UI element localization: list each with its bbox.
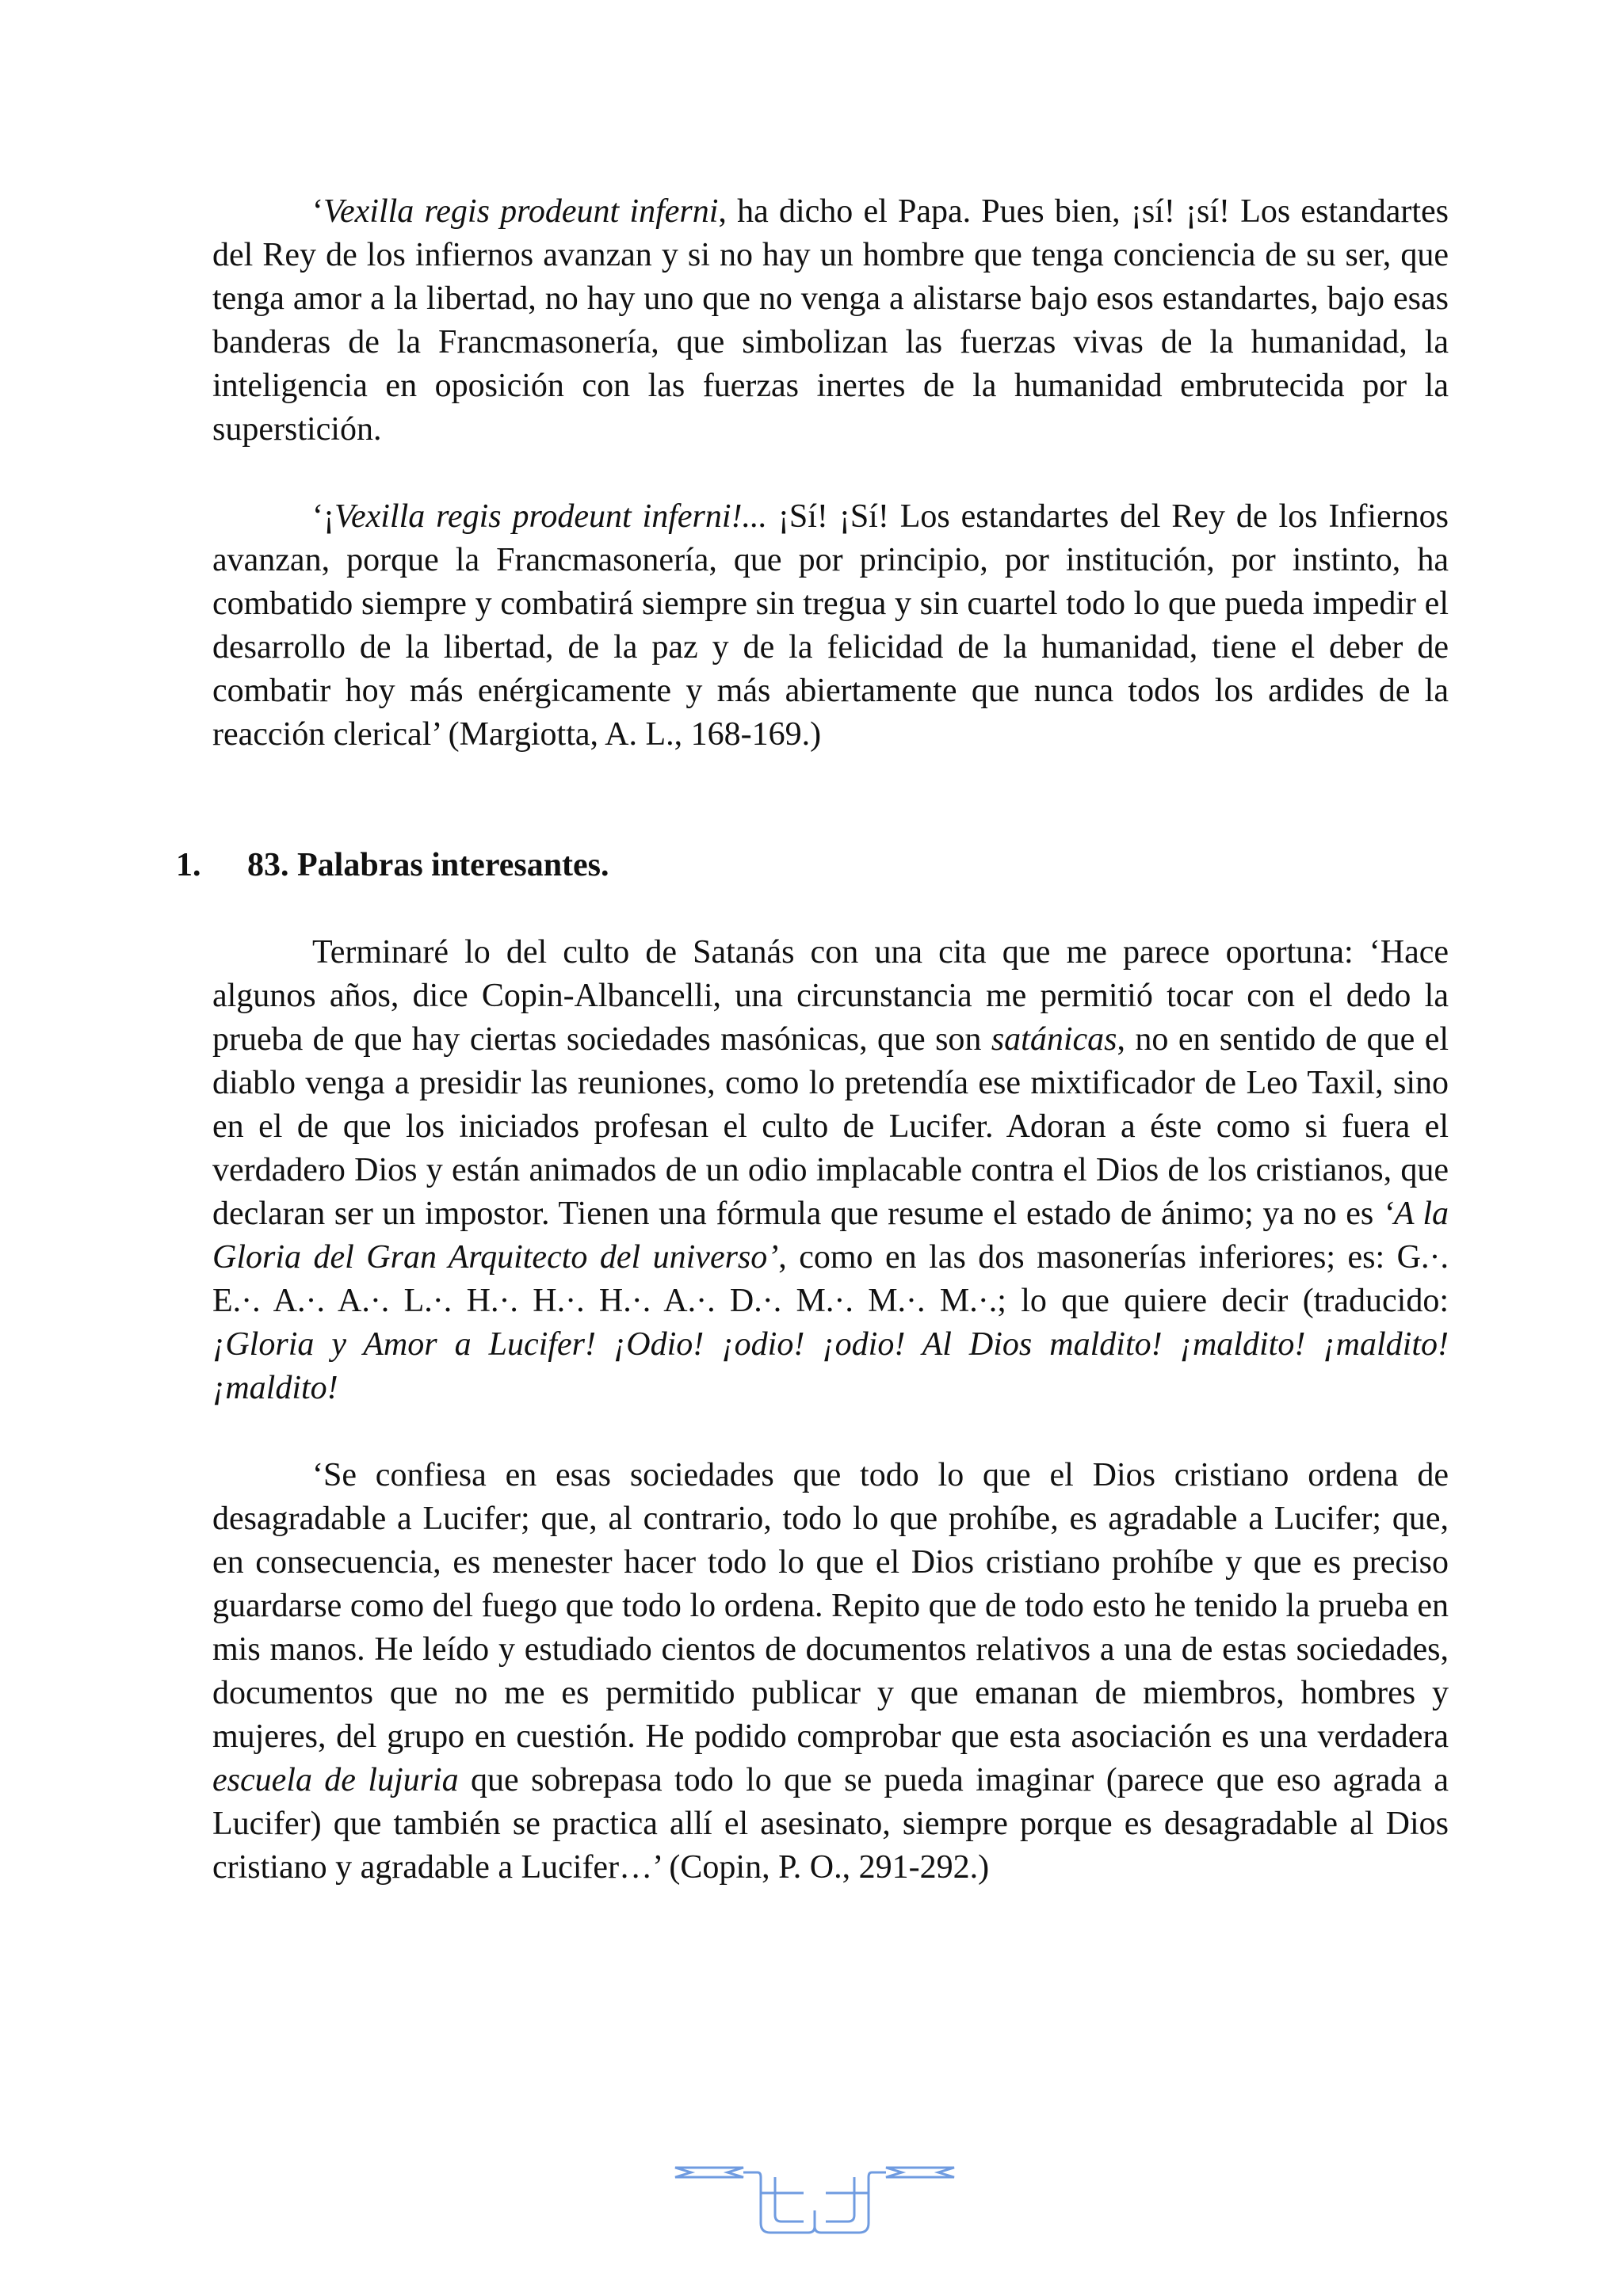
page-footer-ornament-icon: [672, 2161, 957, 2241]
italic-text: satánicas: [991, 1021, 1117, 1058]
text-run: , ha dicho el Papa. Pues bien, ¡sí! ¡sí! Los estandartes del Rey de los infiernos avanzan y si no hay un hombre que tenga conciencia de su ser, que tenga amor a la libertad, no hay uno que no venga a alistarse bajo esos estandartes, bajo esas banderas de la Francmasonería, que simbolizan las fuerzas vivas de la humanidad, la inteligencia en oposición con las fuerzas inertes de la humanidad embrutecida por la superstición.: [212, 193, 1449, 448]
section-number: 1.: [176, 847, 201, 883]
text-run: , no en sentido de que el diablo venga a presidir las reuniones, como lo pretendía ese mixtificador de Leo Taxil, sino en el de que los iniciados profesan el culto de Lucifer. Adoran a éste como si fuera el verdadero Dios y están animados de un odio implacable contra el Dios de los cristianos, que declaran ser un impostor. Tienen una fórmula que resume el estado de ánimo; ya no es: [212, 1021, 1449, 1232]
paragraph: [212, 495, 1449, 757]
text-run: ‘¡: [312, 498, 334, 535]
section-title: 83. Palabras interesantes.: [247, 847, 609, 883]
italic-text: ¡Gloria y Amor a Lucifer! ¡Odio! ¡odio! ¡odio! Al Dios maldito! ¡maldito! ¡maldito! ¡maldito!: [212, 1326, 1449, 1406]
text-run: ‘Se confiesa en esas sociedades que todo lo que el Dios cristiano ordena de desagradable a Lucifer; que, al contrario, todo lo que prohíbe, es agradable a Lucifer; que, en consecuencia, es menester hacer todo lo que el Dios cristiano prohíbe y que es preciso guardarse como del fuego que todo lo ordena. Repito que de todo esto he tenido la prueba en mis manos. He leído y estudiado cientos de documentos relativos a una de estas sociedades, documentos que no me es permitido publicar y que emanan de miembros, hombres y mujeres, del grupo en cuestión. He podido comprobar que esta asociación es una verdadera: [212, 1457, 1449, 1755]
italic-text: escuela de lujuria: [212, 1762, 459, 1798]
text-run: , como en las dos masonerías inferiores; es: G.·. E.·. A.·. A.·. L.·. H.·. H.·. H.·. A.·. D.·. M.·. M.·. M.·.; lo que quiere decir (traducido:: [212, 1239, 1449, 1319]
italic-text: Vexilla regis prodeunt inferni: [323, 193, 719, 230]
paragraph: [212, 931, 1449, 1410]
italic-text: Vexilla regis prodeunt inferni!...: [334, 498, 768, 535]
section-heading: [176, 844, 1412, 887]
paragraph-gap: [212, 887, 1449, 931]
paragraph: [212, 1454, 1449, 1890]
paragraph-gap: [212, 1410, 1449, 1454]
text-run: Terminaré lo del culto de Satanás con una cita que me parece oportuna: ‘Hace algunos años, dice Copin-Albancelli, una circunstancia me permitió tocar con el dedo la prueba de que hay ciertas sociedades masónicas, que son: [212, 934, 1449, 1058]
section-gap: [212, 757, 1449, 844]
italic-text: ‘A la Gloria del Gran Arquitecto del universo’: [212, 1196, 1449, 1276]
paragraph-gap: [212, 452, 1449, 495]
text-run: que sobrepasa todo lo que se pueda imaginar (parece que eso agrada a Lucifer) que también se practica allí el asesinato, siempre porque es desagradable al Dios cristiano y agradable a Lucifer…’ (Copin, P. O., 291-292.): [212, 1762, 1449, 1886]
paragraph: [212, 190, 1449, 452]
text-run: ‘: [312, 193, 323, 230]
text-run: ¡Sí! ¡Sí! Los estandartes del Rey de los Infiernos avanzan, porque la Francmasonería, que por principio, por institución, por instinto, ha combatido siempre y combatirá siempre sin tregua y sin cuartel todo lo que pueda impedir el desarrollo de la libertad, de la paz y de la felicidad de la humanidad, tiene el deber de combatir hoy más enérgicamente y más abiertamente que nunca todos los ardides de la reacción clerical’ (Margiotta, A. L., 168-169.): [212, 498, 1449, 753]
document-page: [176, 190, 1449, 1890]
